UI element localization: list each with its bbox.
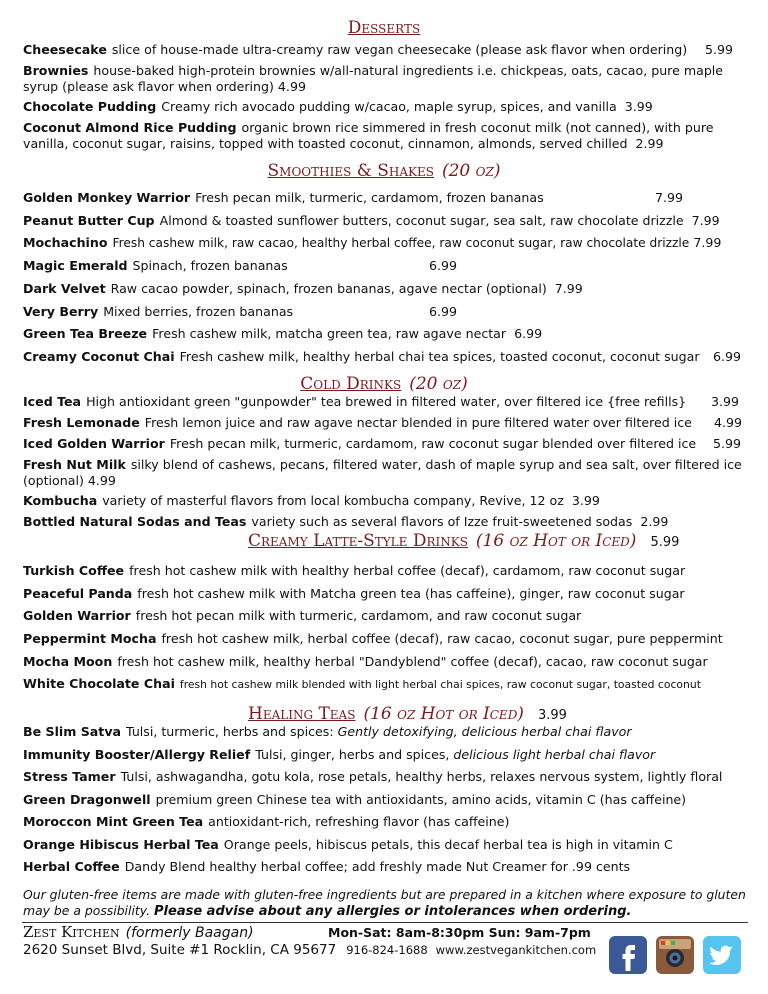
menu-item: Chocolate Pudding Creamy rich avocado pudding w/cacao, maple syrup, spices, and vanilla 3.99 [23,99,653,114]
desserts-heading: Desserts [347,18,421,38]
menu-item: Cheesecake slice of house-made ultra-creamy raw vegan cheesecake (please ask flavor when ordering) 5.99 [23,42,734,57]
menu-item: Be Slim Satva Tulsi, turmeric, herbs and spices: Gently detoxifying, delicious herbal chai flavor [23,724,632,739]
menu-item: Turkish Coffee fresh hot cashew milk with healthy herbal coffee (decaf), cardamom, raw coconut sugar [23,563,686,578]
menu-item: Peaceful Panda fresh hot cashew milk with Matcha green tea (has caffeine), ginger, raw coconut sugar [23,586,685,601]
menu-item: White Chocolate Chai fresh hot cashew milk blended with light herbal chai spices, raw coconut sugar, toasted coconut [23,676,701,691]
menu-item: Stress Tamer Tulsi, ashwagandha, gotu kola, rose petals, healthy herbs, relaxes nervous system, lightly floral [23,769,723,784]
latte-heading: Creamy Latte-Style Drinks (16 oz Hot or Iced) 5.99 [248,531,680,551]
menu-item: Very Berry Mixed berries, frozen bananas 6.99 [23,304,458,319]
menu-item: Green Tea Breeze Fresh cashew milk, matcha green tea, raw agave nectar 6.99 [23,326,543,341]
menu-item: Iced Golden Warrior Fresh pecan milk, turmeric, cardamom, raw coconut sugar blended over filtered ice 5.99 [23,436,742,451]
menu-item: Coconut Almond Rice Pudding organic brown rice simmered in fresh coconut milk (not canned), with pure vanilla, coconut sugar, raisins, topped with toasted coconut, cinnamon, almonds, served chilled 2.99 [23,120,714,151]
menu-item: Dark Velvet Raw cacao powder, spinach, frozen bananas, agave nectar (optional) 7.99 [23,281,583,296]
menu-item: Orange Hibiscus Herbal Tea Orange peels, hibiscus petals, this decaf herbal tea is high in vitamin C [23,837,673,852]
facebook-icon[interactable] [609,936,647,974]
smoothies-heading: Smoothies & Shakes (20 oz) [267,161,501,181]
menu-item: Bottled Natural Sodas and Teas variety such as several flavors of Izze fruit-sweetened sodas 2.99 [23,514,669,529]
menu-item: Immunity Booster/Allergy Relief Tulsi, ginger, herbs and spices, delicious light herbal chai flavor [23,747,656,762]
allergy-notice: Our gluten-free items are made with gluten-free ingredients but are prepared in a kitchen where exposure to gluten may be a possibility. Please advise about any allergies or intolerances when ordering. [23,887,746,919]
menu-item: Mochachino Fresh cashew milk, raw cacao, healthy herbal coffee, raw coconut sugar, raw chocolate drizzle 7.99 [23,235,722,250]
footer-hours: Mon-Sat: 8am-8:30pm Sun: 9am-7pm [328,925,591,940]
menu-item: Peppermint Mocha fresh hot cashew milk, herbal coffee (decaf), raw cacao, coconut sugar, pure peppermint [23,631,723,646]
instagram-icon[interactable] [656,936,694,974]
footer-brand: Zest Kitchen (formerly Baagan) [23,923,254,941]
menu-item: Fresh Nut Milk silky blend of cashews, pecans, filtered water, dash of maple syrup and sea salt, over filtered ice (optional) 4.99 [23,457,742,488]
phone-number[interactable]: 916-824-1688 [346,943,428,957]
menu-item: Golden Warrior fresh hot pecan milk with turmeric, cardamom, and raw coconut sugar [23,608,582,623]
menu-item: Herbal Coffee Dandy Blend healthy herbal coffee; add freshly made Nut Creamer for .99 cents [23,859,631,874]
menu-item: Kombucha variety of masterful flavors from local kombucha company, Revive, 12 oz 3.99 [23,493,600,508]
website-link[interactable]: www.zestvegankitchen.com [435,943,597,957]
menu-item: Moroccon Mint Green Tea antioxidant-rich, refreshing flavor (has caffeine) [23,814,510,829]
menu-item: Mocha Moon fresh hot cashew milk, healthy herbal "Dandyblend" coffee (decaf), cacao, raw coconut sugar [23,654,708,669]
menu-item: Creamy Coconut Chai Fresh cashew milk, healthy herbal chai tea spices, toasted coconut, coconut sugar 6.99 [23,349,742,364]
twitter-icon[interactable] [703,936,741,974]
menu-item: Fresh Lemonade Fresh lemon juice and raw agave nectar blended in pure filtered water over filtered ice 4.99 [23,415,743,430]
healing-teas-heading: Healing Teas (16 oz Hot or Iced) 3.99 [248,704,567,724]
menu-item: Iced Tea High antioxidant green "gunpowder" tea brewed in filtered water, over filtered ice {free refills} 3.99 [23,394,740,409]
footer-address: 2620 Sunset Blvd, Suite #1 Rocklin, CA 95677 916-824-1688 www.zestvegankitchen.com [23,942,597,958]
menu-item: Golden Monkey Warrior Fresh pecan milk, turmeric, cardamom, frozen bananas 7.99 [23,190,684,205]
menu-item: Brownies house-baked high-protein brownies w/all-natural ingredients i.e. chickpeas, oats, cacao, pure maple syrup (please ask flavor when ordering) 4.99 [23,63,724,94]
cold-drinks-heading: Cold Drinks (20 oz) [300,374,468,394]
menu-item: Peanut Butter Cup Almond & toasted sunflower butters, coconut sugar, sea salt, raw chocolate drizzle 7.99 [23,213,720,228]
menu-item: Magic Emerald Spinach, frozen bananas 6.99 [23,258,458,273]
menu-item: Green Dragonwell premium green Chinese tea with antioxidants, amino acids, vitamin C (has caffeine) [23,792,687,807]
